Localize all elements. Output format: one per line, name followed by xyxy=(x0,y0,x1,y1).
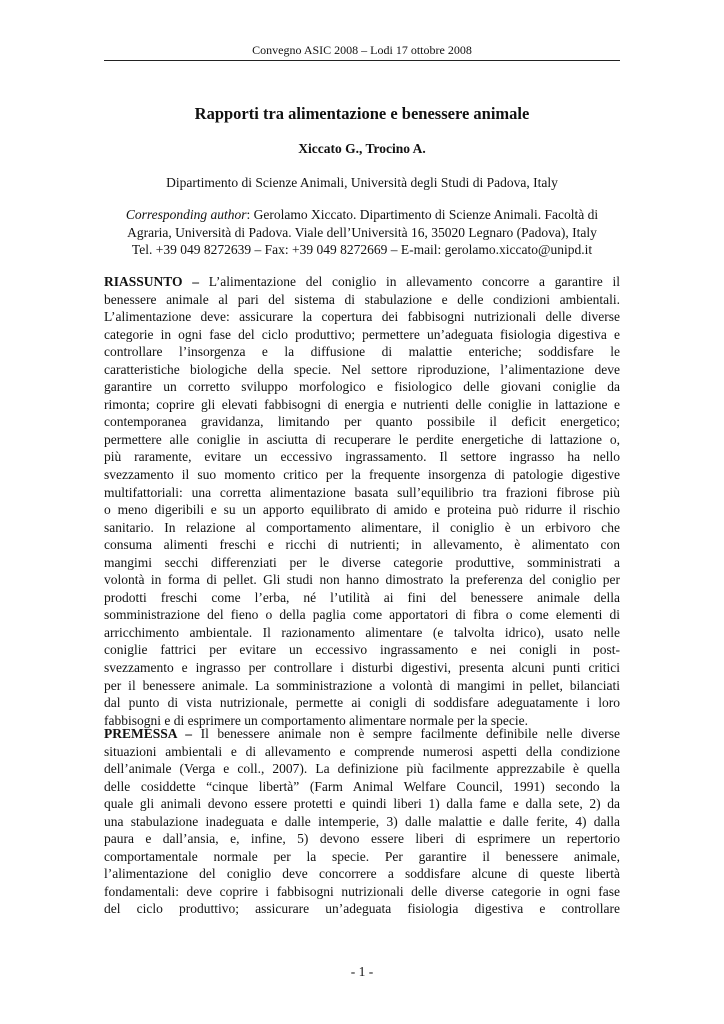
corresponding-line-1-text: : Gerolamo Xiccato. Dipartimento di Scienze Animali. Facoltà di xyxy=(246,207,599,222)
paper-title: Rapporti tra alimentazione e benessere animale xyxy=(194,104,530,123)
premessa-line: delle cosiddette “cinque libertà” (Farm Animal Welfare Council, 1991) secondo la xyxy=(104,778,620,794)
corresponding-line-2: Agraria, Università di Padova. Viale dell’Università 16, 35020 Legnaro (Padova), Italy xyxy=(127,224,597,240)
introduction-body xyxy=(104,743,620,918)
riassunto-line: o meno digeribili e su un apporto equilibrato di amido e proteina può ridurre il rischio xyxy=(104,502,620,518)
header-rule xyxy=(104,60,620,61)
riassunto-line: prodotti freschi come l’erba, né l’utilità ai fini del benessere animale della xyxy=(104,589,620,605)
riassunto-line: per il benessere animale. La somministrazione a volontà di mangimi in pellet, bilanciati xyxy=(104,677,620,693)
premessa-line: quale gli animali devono essere protetti e quindi liberi 1) dalla fame e dalla sete, 2) da xyxy=(104,796,620,812)
premessa-line: situazioni ambientali e di allevamento e comprende numerosi aspetti della condizione xyxy=(104,743,620,759)
riassunto-line: arricchimento ambientale. Il razionamento alimentare (e talvolta idrico), usato nelle xyxy=(104,624,620,640)
riassunto-line: garantire un corretto sviluppo morfologico e fisiologico delle giovani coniglie da xyxy=(104,379,620,395)
riassunto-line: permettere alle coniglie in asciutta di recuperare le perdite energetiche di lattazione o, xyxy=(104,431,620,447)
abstract-section xyxy=(104,273,620,729)
riassunto-line: benessere animale al pari del sistema di stabulazione e delle condizioni ambientali. xyxy=(104,291,620,307)
riassunto-line: svezzamento il suo momento critico per la frequente insorgenza di patologie digestive xyxy=(104,467,620,483)
premessa-line: comportamentale normale per la specie. Per garantire il benessere animale, xyxy=(104,848,620,864)
riassunto-line: mangimi secchi differenziati per le diverse categorie produttive, somministrati a xyxy=(104,554,620,570)
riassunto-line: somministrazione del fieno o della paglia come apportatori di fibra o come elementi di xyxy=(104,607,620,623)
introduction-heading: PREMESSA – xyxy=(104,726,193,741)
premessa-line: fondamentali: deve coprire i fabbisogni nutrizionali delle diverse categorie in ogni fase xyxy=(104,883,620,899)
riassunto-line: dal punto di vista nutrizionale, permette ai conigli di soddisfare adeguatamente i loro xyxy=(104,695,620,711)
premessa-line: del ciclo produttivo; assicurare un’adeguata fisiologia digestiva e controllare xyxy=(104,901,620,917)
riassunto-line: controllare l’insorgenza e la diffusione di malattie enteriche; soddisfare le xyxy=(104,344,620,360)
abstract-line-first xyxy=(104,273,620,291)
corresponding-author-block xyxy=(104,206,620,259)
page-number: - 1 - xyxy=(350,964,374,979)
affiliation: Dipartimento di Scienze Animali, Università degli Studi di Padova, Italy xyxy=(166,175,558,190)
introduction-first-line-text: Il benessere animale non è sempre facilmente definibile nelle diverse xyxy=(192,726,620,741)
premessa-line: dell’animale (Verga e coll., 2007). La definizione più facilmente apprezzabile è quella xyxy=(104,761,620,777)
premessa-line: paura e dall’ansia, e, infine, 5) devono essere liberi di esprimere un repertorio xyxy=(104,831,620,847)
riassunto-line: contemporanea gravidanza, limitando per quanto possibile il deficit energetico; xyxy=(104,414,620,430)
authors: Xiccato G., Trocino A. xyxy=(298,141,426,156)
riassunto-line: volontà in forma di pellet. Gli studi non hanno dimostrato la preferenza del coniglio per xyxy=(104,572,620,588)
riassunto-line: sanitario. In relazione al comportamento alimentare, il coniglio è un erbivoro che xyxy=(104,519,620,535)
riassunto-line: caratteristiche biologiche della specie. Nel settore riproduzione, l’alimentazione deve xyxy=(104,361,620,377)
premessa-line: una stabulazione inadeguata e dalle intemperie, 3) dalle malattie e dalle ferite, 4) dalla xyxy=(104,813,620,829)
riassunto-line: fabbisogni e di esprimere un comportamento alimentare normale per la specie. xyxy=(104,712,528,728)
riassunto-line: più raramente, evitare un eccessivo ingrassamento. Il settore ingrasso ha nello xyxy=(104,449,620,465)
riassunto-line: coniglie fattrici per evitare un eccessivo ingrassamento e nei conigli in post- xyxy=(104,642,620,658)
riassunto-line: consuma alimenti freschi e ricchi di nutrienti; in allevamento, è alimentato con xyxy=(104,537,620,553)
corresponding-line-1 xyxy=(104,206,620,224)
riassunto-line: rimonta; coprire gli elevati fabbisogni di energia e nutrienti delle coniglie in lattazione e xyxy=(104,396,620,412)
riassunto-line: L’alimentazione deve: assicurare la copertura dei fabbisogni nutrizionali delle diverse xyxy=(104,309,620,325)
corresponding-label: Corresponding author xyxy=(125,207,247,222)
abstract-first-line-text: L’alimentazione del coniglio in allevamento concorre a garantire il xyxy=(199,274,620,289)
abstract-body xyxy=(104,291,620,730)
abstract-heading: RIASSUNTO – xyxy=(104,274,200,289)
document-page xyxy=(104,0,620,1024)
riassunto-line: svezzamento e ingrasso per controllare i disturbi digestivi, presenta alcuni punti critici xyxy=(104,660,620,676)
riassunto-line: multifattoriali: una corretta alimentazione basata sull’equilibrio tra frazioni fibrose più xyxy=(104,484,620,500)
premessa-line: l’alimentazione del coniglio deve concorrere a soddisfare alcune di queste libertà xyxy=(104,866,620,882)
corresponding-line-3: Tel. +39 049 8272639 – Fax: +39 049 8272669 – E-mail: gerolamo.xiccato@unipd.it xyxy=(131,242,593,258)
running-header: Convegno ASIC 2008 – Lodi 17 ottobre 2008 xyxy=(252,43,472,57)
introduction-line-first xyxy=(104,725,620,743)
riassunto-line: categorie in ogni fase del ciclo produttivo; permettere un’adeguata fisiologia digestiva e xyxy=(104,326,620,342)
introduction-section xyxy=(104,725,620,918)
